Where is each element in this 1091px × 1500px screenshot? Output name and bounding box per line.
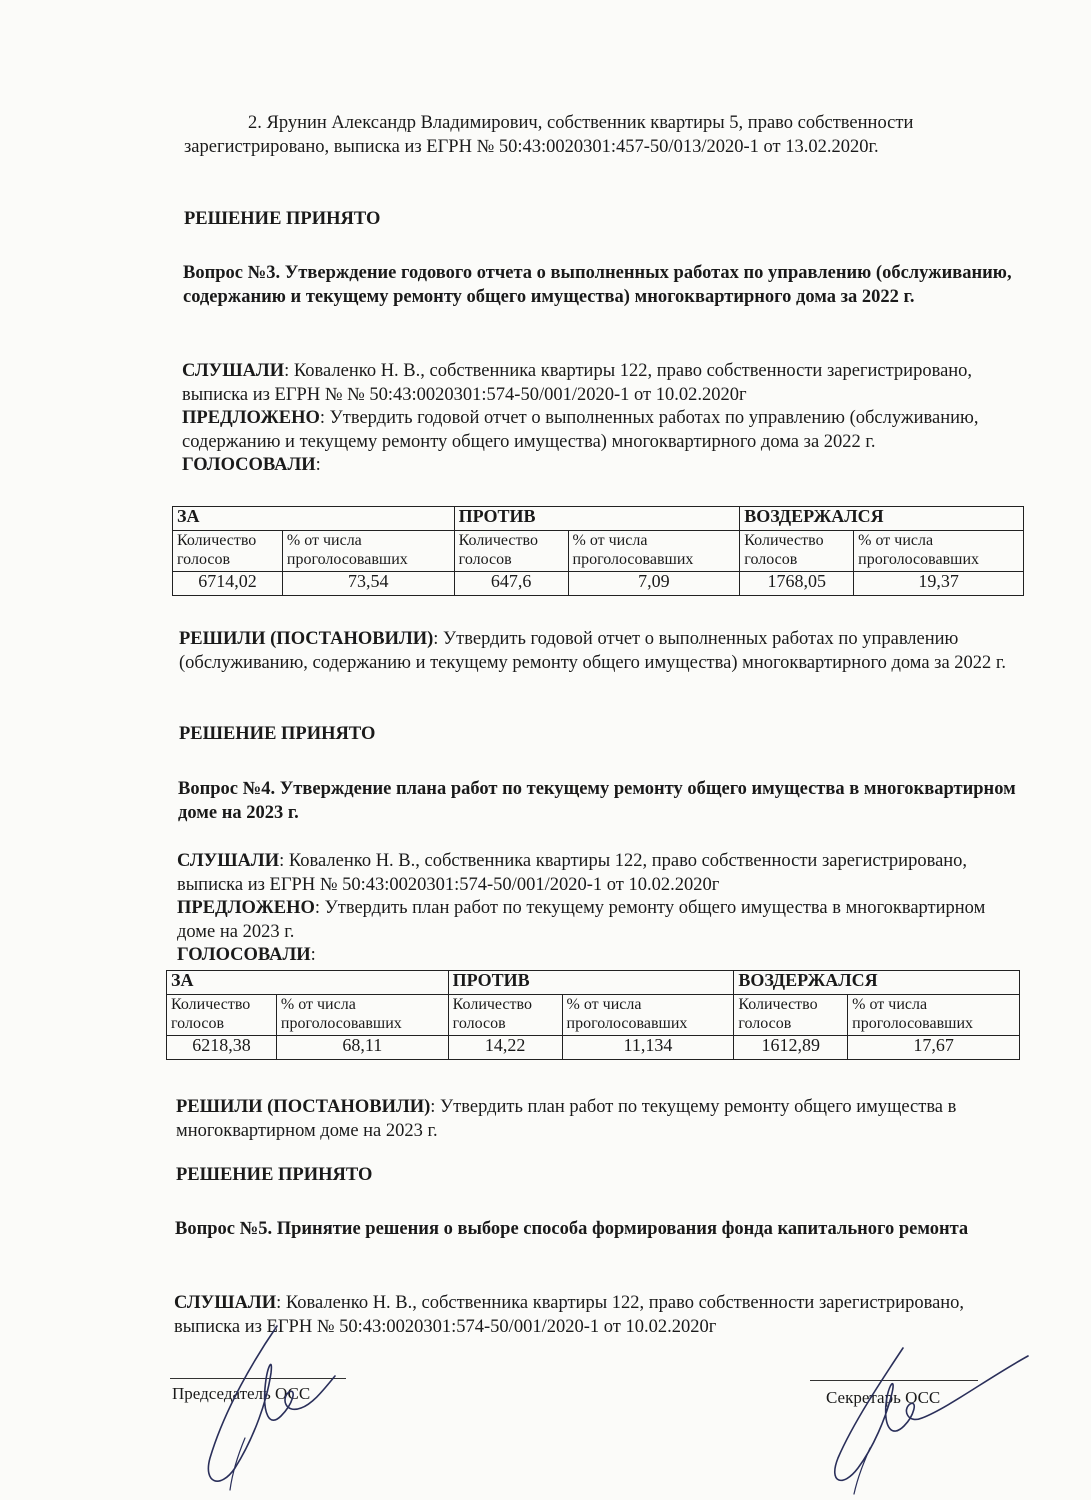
q3-resolved-label: РЕШИЛИ (ПОСТАНОВИЛИ) xyxy=(179,629,434,649)
q4-proposed-text: : Утвердить план работ по текущему ремонту общего имущества в многоквартирном доме на 2023 г. xyxy=(177,898,986,942)
decision-label-3: РЕШЕНИЕ ПРИНЯТО xyxy=(176,1165,373,1185)
q3-against-percent-header: % от числа проголосовавших xyxy=(568,531,740,572)
q4-for-header: ЗА xyxy=(167,971,449,995)
q4-abstain-header: ВОЗДЕРЖАЛСЯ xyxy=(734,971,1020,995)
q4-voted-label: ГОЛОСОВАЛИ xyxy=(177,945,311,965)
q4-abstain-count: 1612,89 xyxy=(734,1036,848,1060)
q4-heard xyxy=(177,850,1027,968)
q4-against-count: 14,22 xyxy=(448,1036,562,1060)
decision-label-2: РЕШЕНИЕ ПРИНЯТО xyxy=(179,724,376,744)
q4-against-percent: 11,134 xyxy=(562,1036,734,1060)
q4-voted-colon: : xyxy=(310,945,316,965)
secretary-label: Секретарь ОСС xyxy=(826,1388,941,1407)
q4-for-percent-header: % от числа проголосовавших xyxy=(276,995,448,1036)
q3-voted-label: ГОЛОСОВАЛИ xyxy=(182,455,316,475)
q3-for-header: ЗА xyxy=(173,507,455,531)
q4-for-count-header: Количество голосов xyxy=(167,995,277,1036)
q3-title: Вопрос №3. Утверждение годового отчета о выполненных работах по управлению (обслуживанию, содержанию и текущему ремонту общего имущества) многоквартирного дома за 2022 г. xyxy=(183,263,1012,307)
q3-against-count-header: Количество голосов xyxy=(454,531,568,572)
q4-abstain-percent: 17,67 xyxy=(848,1036,1020,1060)
q4-heard-text: : Коваленко Н. В., собственника квартиры 122, право собственности зарегистрировано, выписка из ЕГРН № 50:43:0020301:574-50/001/2020-1 от 10.02.2020г xyxy=(177,851,968,895)
q3-against-count: 647,6 xyxy=(454,572,568,596)
q3-for-percent-header: % от числа проголосовавших xyxy=(282,531,454,572)
q3-resolved-text: : Утвердить годовой отчет о выполненных работах по управлению (обслуживанию, содержанию и текущему ремонту общего имущества) многоквартирного дома за 2022 г. xyxy=(179,629,1007,673)
decision-label-1: РЕШЕНИЕ ПРИНЯТО xyxy=(184,209,381,229)
intro-text: 2. Ярунин Александр Владимирович, собственник квартиры 5, право собственности зарегистрировано, выписка из ЕГРН № 50:43:0020301:457-50/013/2020-1 от 13.02.2020г. xyxy=(184,113,914,157)
q3-proposed-text: : Утвердить годовой отчет о выполненных работах по управлению (обслуживанию, содержанию и текущему ремонту общего имущества) многоквартирного дома за 2022 г. xyxy=(182,408,979,452)
q3-for-percent: 73,54 xyxy=(282,572,454,596)
q3-against-header: ПРОТИВ xyxy=(454,507,740,531)
q3-resolved xyxy=(179,628,1029,675)
q4-resolved-label: РЕШИЛИ (ПОСТАНОВИЛИ) xyxy=(176,1097,431,1117)
chair-label: Председатель ОСС xyxy=(172,1384,311,1403)
q3-heard-label: СЛУШАЛИ xyxy=(182,361,285,381)
q3-for-count: 6714,02 xyxy=(173,572,283,596)
q5-heard-label: СЛУШАЛИ xyxy=(174,1293,277,1313)
q4-for-count: 6218,38 xyxy=(167,1036,277,1060)
q3-votes-table xyxy=(172,506,1024,596)
q4-proposed-label: ПРЕДЛОЖЕНО xyxy=(177,898,315,918)
q4-against-percent-header: % от числа проголосовавших xyxy=(562,995,734,1036)
q4-against-count-header: Количество голосов xyxy=(448,995,562,1036)
q4-against-header: ПРОТИВ xyxy=(448,971,734,995)
q3-abstain-count-header: Количество голосов xyxy=(740,531,854,572)
q4-for-percent: 68,11 xyxy=(276,1036,448,1060)
q4-heard-label: СЛУШАЛИ xyxy=(177,851,280,871)
q4-resolved xyxy=(176,1096,1026,1143)
q3-for-count-header: Количество голосов xyxy=(173,531,283,572)
intro-paragraph xyxy=(184,112,1034,159)
q4-abstain-count-header: Количество голосов xyxy=(734,995,848,1036)
q3-abstain-header: ВОЗДЕРЖАЛСЯ xyxy=(740,507,1024,531)
q3-abstain-count: 1768,05 xyxy=(740,572,854,596)
secretary-signature xyxy=(808,1338,1038,1498)
q3-proposed-label: ПРЕДЛОЖЕНО xyxy=(182,408,320,428)
q3-abstain-percent: 19,37 xyxy=(854,572,1024,596)
chair-signature xyxy=(185,1318,355,1498)
q5-heard-text: : Коваленко Н. В., собственника квартиры 122, право собственности зарегистрировано, выписка из ЕГРН № 50:43:0020301:574-50/001/2020-1 от 10.02.2020г xyxy=(174,1293,965,1337)
q4-resolved-text: : Утвердить план работ по текущему ремонту общего имущества в многоквартирном доме на 2023 г. xyxy=(176,1097,957,1141)
q3-heard-text: : Коваленко Н. В., собственника квартиры 122, право собственности зарегистрировано, выписка из ЕГРН № № 50:43:0020301:574-50/001/2020-1 от 10.02.2020г xyxy=(182,361,973,405)
q4-votes-table xyxy=(166,970,1020,1060)
q3-abstain-percent-header: % от числа проголосовавших xyxy=(854,531,1024,572)
q4-title: Вопрос №4. Утверждение плана работ по текущему ремонту общего имущества в многоквартирном доме на 2023 г. xyxy=(178,779,1016,823)
q5-title: Вопрос №5. Принятие решения о выборе способа формирования фонда капитального ремонта xyxy=(175,1219,969,1239)
q3-heard xyxy=(182,360,1032,478)
q3-against-percent: 7,09 xyxy=(568,572,740,596)
q3-voted-colon: : xyxy=(315,455,321,475)
q4-abstain-percent-header: % от числа проголосовавших xyxy=(848,995,1020,1036)
